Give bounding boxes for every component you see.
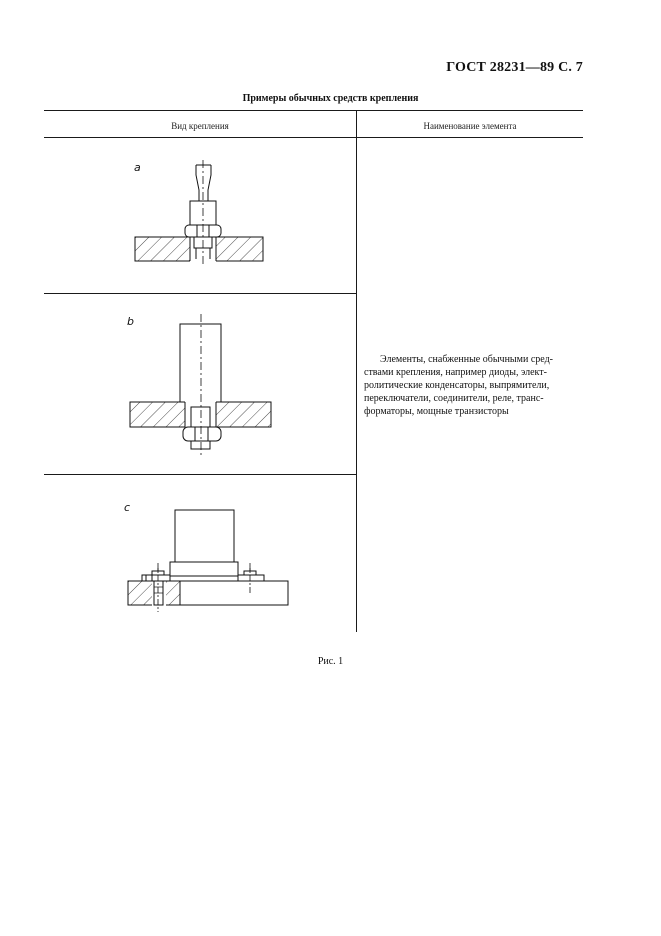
column-header-name: Наименование элемента — [423, 121, 517, 131]
table-top-rule — [44, 110, 583, 111]
drawing-c — [44, 475, 356, 632]
table-title: Примеры обычных средств крепления — [242, 93, 419, 104]
figure-caption: Рис. 1 — [317, 656, 344, 667]
drawing-b — [44, 294, 356, 474]
drawing-b-label: b — [127, 315, 134, 328]
column-divider — [356, 111, 357, 632]
element-description: Элементы, снабженные обычными сред- ствами крепления, например диоды, элект- ролитические конденсаторы, выпрямители, переключатели, соединители, реле, транс- форматоры, мощные транзисторы — [364, 354, 553, 417]
column-header-view: Вид крепления — [171, 121, 229, 131]
drawing-a-label: a — [134, 161, 141, 174]
document-reference: ГОСТ 28231—89 С. 7 — [446, 60, 583, 75]
drawing-c-label: c — [124, 501, 131, 514]
drawing-a — [44, 138, 356, 293]
